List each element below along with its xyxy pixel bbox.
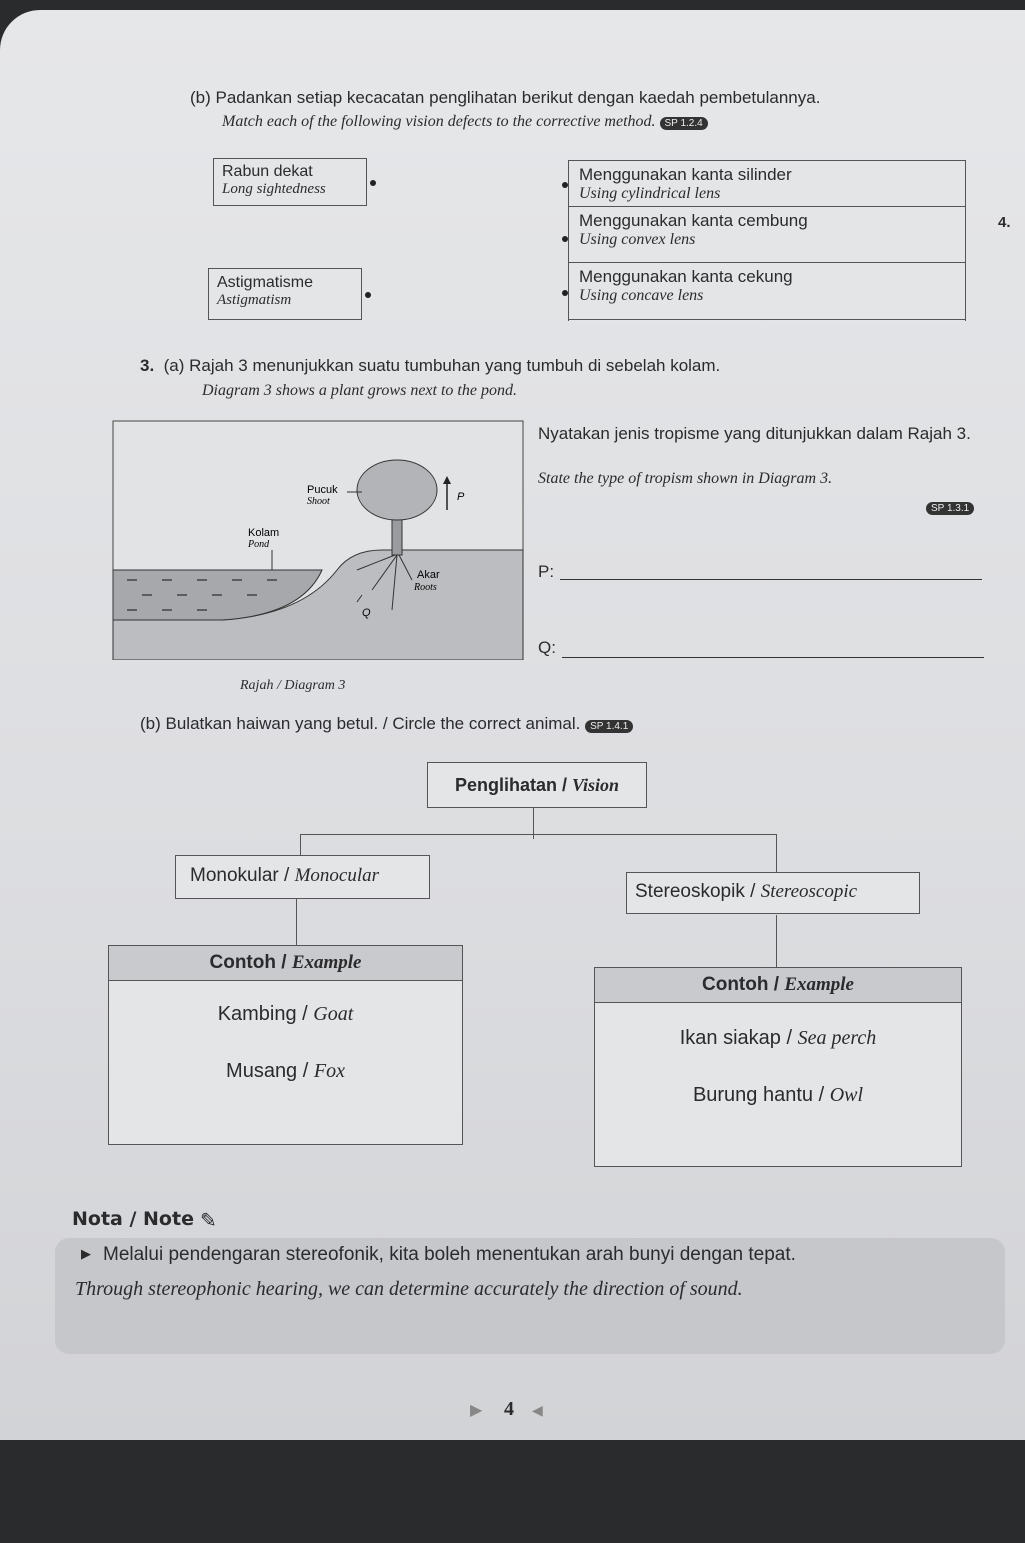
- page-number: 4: [504, 1398, 514, 1420]
- instruction-en: State the type of tropism shown in Diagram 3.: [538, 470, 833, 487]
- monocular-examples: [108, 945, 463, 1145]
- answer-p-input[interactable]: [560, 578, 982, 580]
- defect-ms: Astigmatisme: [217, 274, 314, 291]
- question-number: 3.: [140, 356, 155, 375]
- match-dot[interactable]: [562, 290, 568, 296]
- lens-row: [569, 161, 965, 207]
- animal-option[interactable]: Burung hantu / Owl: [692, 1084, 864, 1106]
- label-pond-ms: Kolam: [248, 527, 280, 539]
- node-en: Monocular: [294, 865, 379, 886]
- page-arrow-right-icon: ▶: [470, 1402, 483, 1419]
- match-dot[interactable]: [562, 182, 568, 188]
- match-dot[interactable]: [370, 180, 376, 186]
- example-header: Contoh / Example: [109, 946, 462, 981]
- header-ms: Contoh: [702, 974, 769, 995]
- animal-en: Goat: [313, 1003, 354, 1025]
- part-label: (b): [140, 714, 161, 733]
- margin-number: 4.: [998, 214, 1011, 231]
- node-ms: Stereoskopik: [635, 881, 745, 902]
- node-stereoscopic: Stereoskopik / Stereoscopic: [626, 872, 920, 914]
- animal-en: Owl: [829, 1084, 864, 1106]
- node-monocular: Monokular / Monocular: [175, 855, 430, 899]
- plant-diagram: [112, 420, 524, 660]
- lens-table: [568, 160, 966, 321]
- defect-ms: Rabun dekat: [222, 163, 313, 180]
- label-p: P: [457, 491, 465, 503]
- animal-option[interactable]: Kambing / Goat: [217, 1003, 354, 1025]
- node-ms: Monokular: [190, 865, 279, 886]
- lens-en: Using cylindrical lens: [579, 185, 721, 202]
- animal-ms: Musang: [226, 1060, 298, 1082]
- label-roots-ms: Akar: [417, 569, 440, 581]
- match-dot[interactable]: [365, 292, 371, 298]
- lens-en: Using concave lens: [579, 287, 704, 304]
- defect-en: Long sightedness: [222, 181, 326, 197]
- pencil-icon: ✎: [200, 1210, 217, 1232]
- animal-en: Sea perch: [797, 1027, 877, 1049]
- animal-ms: Burung hantu: [692, 1084, 814, 1106]
- label-roots-en: Roots: [414, 582, 437, 593]
- sp-badge: SP 1.4.1: [585, 720, 633, 733]
- answer-q-label: Q:: [538, 638, 556, 657]
- question-ms: Padankan setiap kecacatan penglihatan berikut dengan kaedah pembetulannya.: [215, 88, 821, 107]
- animal-en: Fox: [313, 1060, 345, 1082]
- page-arrow-left-icon: ◀: [532, 1402, 543, 1418]
- question-en: [222, 113, 708, 131]
- label-q: Q: [362, 607, 371, 619]
- lens-row: [569, 263, 965, 320]
- header-en: Example: [291, 952, 362, 973]
- node-en: Vision: [572, 775, 620, 795]
- animal-ms: Ikan siakap: [679, 1027, 781, 1049]
- label-shoot-en: Shoot: [307, 496, 330, 507]
- q2b-question: [190, 88, 820, 108]
- lens-ms: Menggunakan kanta cekung: [579, 267, 793, 286]
- animal-option[interactable]: Ikan siakap / Sea perch: [679, 1027, 877, 1049]
- animal-ms: Kambing: [217, 1003, 297, 1025]
- textbook-page: [0, 10, 1025, 1440]
- question-en-text: Match each of the following vision defects to the corrective method.: [222, 113, 656, 130]
- note-title: Nota / Note: [72, 1208, 194, 1230]
- label-shoot-ms: Pucuk: [307, 484, 338, 496]
- q3b-question: [140, 714, 633, 734]
- sp-badge: SP 1.2.4: [660, 117, 708, 130]
- match-dot[interactable]: [562, 236, 568, 242]
- instruction-ms: Nyatakan jenis tropisme yang ditunjukkan dalam Rajah 3.: [538, 424, 971, 443]
- sp-badge: SP 1.3.1: [926, 502, 974, 515]
- header-ms: Contoh: [209, 952, 276, 973]
- answer-q-input[interactable]: [562, 656, 984, 658]
- note-en: Through stereophonic hearing, we can determine accurately the direction of sound.: [75, 1278, 743, 1300]
- animal-option[interactable]: Musang / Fox: [226, 1060, 345, 1082]
- lens-en: Using convex lens: [579, 231, 696, 248]
- node-vision: Penglihatan / Vision: [427, 762, 647, 808]
- question-en: Diagram 3 shows a plant grows next to the pond.: [202, 382, 517, 399]
- part-label: (b): [190, 88, 211, 107]
- question-ms: Rajah 3 menunjukkan suatu tumbuhan yang tumbuh di sebelah kolam.: [189, 356, 721, 375]
- label-pond-en: Pond: [248, 539, 270, 550]
- q3a-question: [140, 356, 720, 376]
- defect-box-astigmatism: [208, 268, 362, 320]
- header-en: Example: [784, 974, 854, 995]
- example-header: Contoh / Example: [595, 968, 961, 1003]
- lens-ms: Menggunakan kanta cembung: [579, 211, 808, 230]
- defect-en: Astigmatism: [217, 292, 292, 308]
- answer-p-label: P:: [538, 562, 555, 581]
- part-label: (a): [163, 356, 185, 375]
- node-ms: Penglihatan: [454, 775, 557, 795]
- question-text: Bulatkan haiwan yang betul. / Circle the correct animal.: [165, 714, 581, 733]
- lens-ms: Menggunakan kanta silinder: [579, 165, 792, 184]
- note-ms: Melalui pendengaran stereofonik, kita boleh menentukan arah bunyi dengan tepat.: [103, 1244, 796, 1265]
- node-en: Stereoscopic: [760, 881, 858, 902]
- note-box: [55, 1238, 1005, 1354]
- defect-box-long-sightedness: [213, 158, 367, 206]
- stereoscopic-examples: [594, 967, 962, 1167]
- bullet-icon: ▶: [81, 1246, 91, 1261]
- lens-row: [569, 207, 965, 263]
- diagram-caption: Rajah / Diagram 3: [240, 678, 346, 693]
